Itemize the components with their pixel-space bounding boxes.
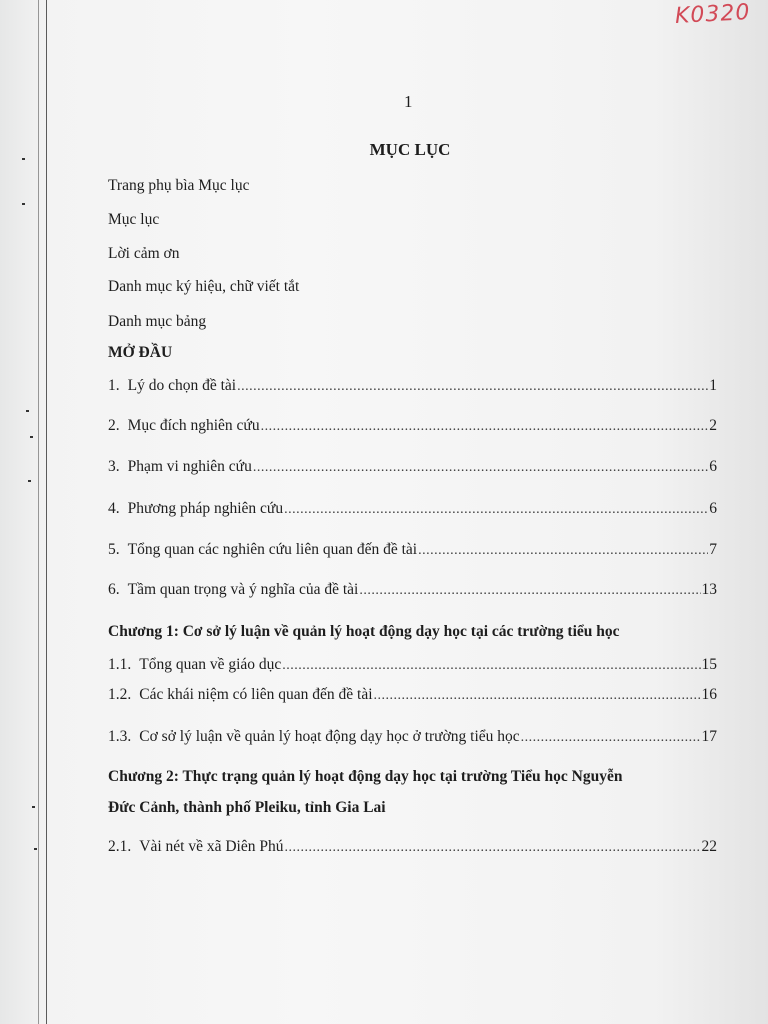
toc-label: Cơ sở lý luận về quản lý hoạt động dạy học ở trường tiểu học bbox=[139, 728, 520, 745]
toc-entry[interactable] bbox=[108, 377, 717, 395]
toc-number: 2. bbox=[108, 417, 120, 434]
toc-entry[interactable] bbox=[108, 541, 717, 559]
toc-number: 6. bbox=[108, 581, 120, 598]
toc-page: 13 bbox=[701, 581, 717, 598]
front-matter-item[interactable]: Mục lục bbox=[108, 211, 160, 228]
scan-speck bbox=[22, 203, 25, 205]
dot-leader bbox=[282, 658, 700, 674]
chapter-1-title[interactable]: Chương 1: Cơ sở lý luận về quản lý hoạt động dạy học tại các trường tiểu học bbox=[108, 623, 620, 640]
chapter-2-title[interactable]: Chương 2: Thực trạng quản lý hoạt động dạy học tại trường Tiểu học Nguyễn bbox=[108, 768, 623, 785]
page-title: MỤC LỤC bbox=[369, 140, 451, 159]
front-matter-item[interactable]: Lời cảm ơn bbox=[108, 245, 180, 262]
intro-heading: MỞ ĐẦU bbox=[108, 344, 173, 361]
toc-label: Phạm vi nghiên cứu bbox=[127, 458, 252, 475]
toc-page: 16 bbox=[701, 686, 717, 703]
toc-page: 1 bbox=[709, 377, 717, 394]
toc-number: 5. bbox=[108, 541, 120, 558]
toc-entry[interactable] bbox=[108, 728, 717, 746]
toc-page: 6 bbox=[709, 458, 717, 475]
dot-leader bbox=[521, 730, 701, 746]
toc-number: 1. bbox=[108, 377, 120, 394]
dot-leader bbox=[359, 583, 700, 599]
toc-number: 3. bbox=[108, 458, 120, 475]
toc-number: 1.3. bbox=[108, 728, 132, 745]
dot-leader bbox=[374, 688, 701, 704]
dot-leader bbox=[284, 840, 700, 856]
toc-label: Tổng quan về giáo dục bbox=[139, 656, 282, 673]
toc-page: 15 bbox=[701, 656, 717, 673]
toc-entry[interactable] bbox=[108, 500, 717, 518]
toc-number: 1.2. bbox=[108, 686, 132, 703]
toc-label: Tổng quan các nghiên cứu liên quan đến đề tài bbox=[127, 541, 418, 558]
toc-page: 6 bbox=[709, 500, 717, 517]
dot-leader bbox=[418, 543, 708, 559]
scan-speck bbox=[34, 848, 37, 850]
scan-speck bbox=[32, 806, 35, 808]
front-matter-item[interactable]: Danh mục bảng bbox=[108, 313, 207, 330]
scan-speck bbox=[30, 436, 33, 438]
toc-entry[interactable] bbox=[108, 656, 717, 674]
toc-label: Tầm quan trọng và ý nghĩa của đề tài bbox=[127, 581, 359, 598]
scan-speck bbox=[28, 480, 31, 482]
toc-label: Các khái niệm có liên quan đến đề tài bbox=[139, 686, 373, 703]
page-number: 1 bbox=[404, 92, 413, 111]
toc-number: 2.1. bbox=[108, 838, 132, 855]
toc-entry[interactable] bbox=[108, 417, 717, 435]
toc-label: Mục đích nghiên cứu bbox=[127, 417, 260, 434]
toc-entry[interactable] bbox=[108, 686, 717, 704]
toc-page: 22 bbox=[701, 838, 717, 855]
dot-leader bbox=[253, 460, 708, 476]
toc-page: 17 bbox=[701, 728, 717, 745]
dot-leader bbox=[237, 379, 708, 395]
toc-entry[interactable] bbox=[108, 458, 717, 476]
toc-page: 2 bbox=[709, 417, 717, 434]
front-matter-item[interactable]: Trang phụ bìa Mục lục bbox=[108, 177, 250, 194]
archive-stamp: K0320 bbox=[673, 0, 751, 29]
toc-label: Phương pháp nghiên cứu bbox=[127, 500, 284, 517]
front-matter-item[interactable]: Danh mục ký hiệu, chữ viết tắt bbox=[108, 278, 300, 295]
toc-entry[interactable] bbox=[108, 581, 717, 599]
dot-leader bbox=[261, 419, 709, 435]
toc-number: 1.1. bbox=[108, 656, 132, 673]
toc-entry[interactable] bbox=[108, 838, 717, 856]
scan-speck bbox=[26, 410, 29, 412]
toc-page: 7 bbox=[709, 541, 717, 558]
toc-label: Lý do chọn đề tài bbox=[127, 377, 237, 394]
dot-leader bbox=[284, 502, 708, 518]
toc-number: 4. bbox=[108, 500, 120, 517]
toc-label: Vài nét về xã Diên Phú bbox=[139, 838, 284, 855]
chapter-2-title-cont[interactable]: Đức Cảnh, thành phố Pleiku, tỉnh Gia Lai bbox=[108, 799, 386, 816]
